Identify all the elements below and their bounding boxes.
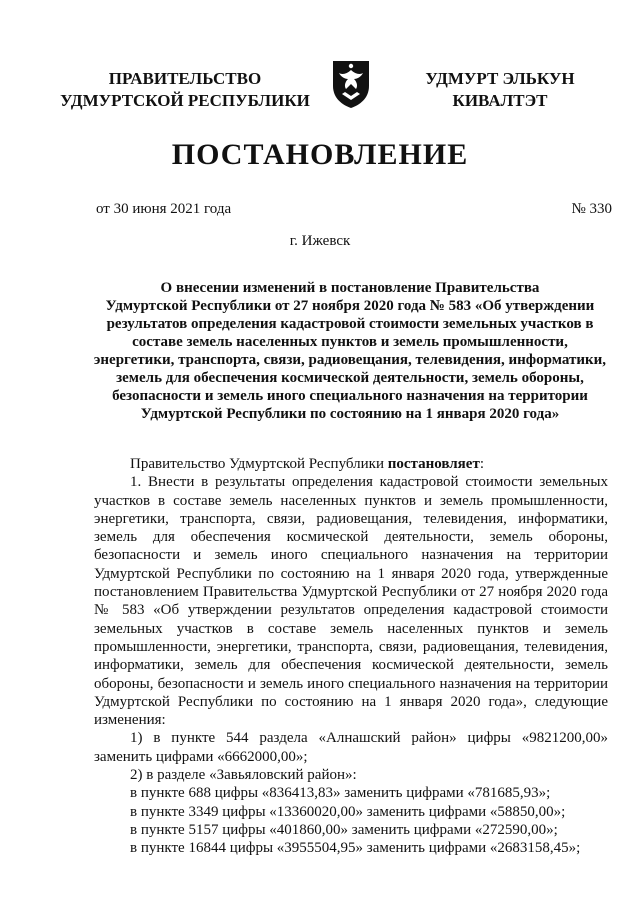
preamble-emphasis: постановляет — [387, 456, 480, 472]
subject-line: О внесении изменений в постановление Правительства — [160, 280, 540, 296]
subject-line: Удмуртской Республики по состоянию на 1 января 2020 года» — [140, 406, 560, 422]
subject-line: земель для обеспечения космической деятельности, земель обороны, — [116, 370, 584, 386]
paragraph1-line: земельных участков в составе земель населенных пунктов и земель — [94, 620, 608, 637]
paragraph1-line: Удмуртской Республики по состоянию на 1 января 2020 года», следующие — [94, 693, 608, 710]
subject-line: энергетики, транспорта, связи, радиовещания, телевидения, информатики, — [93, 352, 607, 368]
paragraph1-line: обороны, безопасности и земель иного специального назначения на территории — [94, 675, 608, 692]
subject-line: Удмуртской Республики от 27 ноября 2020 года № 583 «Об утверждении — [105, 298, 595, 314]
paragraph1-line: изменения: — [94, 712, 166, 729]
document-city: г. Ижевск — [289, 233, 351, 249]
paragraph1-line: информатики, земель для обеспечения космической деятельности, земель — [94, 657, 608, 674]
subject-line: составе земель населенных пунктов и земель промышленности, — [132, 334, 568, 350]
subject-line: результатов определения кадастровой стоимости земельных участков в — [106, 316, 594, 332]
government-header-ru — [60, 68, 310, 112]
item2-line: в пункте 5157 цифры «401860,00» заменить цифрами «272590,00»; — [130, 821, 558, 838]
paragraph1-line: постановлением Правительства Удмуртской Республики от 27 ноября 2020 года — [94, 584, 608, 601]
item2-line: в пункте 16844 цифры «3955504,95» заменить цифрами «2683158,45»; — [130, 840, 581, 857]
document-number: № 330 — [571, 201, 612, 217]
paragraph1-line: участков в составе земель населенных пунктов и земель промышленности, — [94, 492, 608, 509]
paragraph1-line: земель для обеспечения космической деятельности, земель обороны, — [94, 529, 608, 546]
header-left-line1: ПРАВИТЕЛЬСТВО — [108, 69, 262, 88]
document-body — [94, 455, 608, 858]
paragraph1-line: энергетики, транспорта, связи, радиовещания, телевидения, информатики, — [94, 510, 608, 527]
paragraph1-line: № 583 «Об утверждении результатов определения кадастровой стоимости — [94, 602, 608, 619]
document-title: ПОСТАНОВЛЕНИЕ — [171, 138, 469, 171]
udmurt-coat-of-arms-icon — [330, 58, 372, 110]
preamble: Правительство Удмуртской Республики постановляет: — [130, 456, 484, 472]
item2-heading: 2) в разделе «Завьяловский район»: — [130, 767, 357, 784]
header-right-line1: УДМУРТ ЭЛЬКУН — [425, 69, 575, 88]
paragraph1-line: Удмуртской Республики по состоянию на 1 января 2020 года, утвержденные — [94, 565, 608, 582]
preamble-text: Правительство Удмуртской Республики — [130, 456, 388, 472]
header-right-line2: КИВАЛТЭТ — [452, 91, 548, 110]
document-subject — [80, 279, 620, 423]
government-header-udm — [400, 68, 600, 112]
item1-line: 1) в пункте 544 раздела «Алнашский район» цифры «9821200,00» — [130, 730, 608, 747]
document-date: от 30 июня 2021 года — [96, 201, 232, 217]
header-left-line2: УДМУРТСКОЙ РЕСПУБЛИКИ — [60, 91, 310, 110]
subject-line: безопасности и земель иного специального назначения на территории — [112, 388, 588, 404]
item2-line: в пункте 3349 цифры «13360020,00» заменить цифрами «58850,00»; — [130, 803, 566, 820]
item2-line: в пункте 688 цифры «836413,83» заменить цифрами «781685,93»; — [130, 785, 551, 802]
paragraph1-line: 1. Внести в результаты определения кадастровой стоимости земельных — [130, 474, 608, 491]
item1-line: заменить цифрами «6662000,00»; — [94, 748, 308, 765]
paragraph1-line: безопасности и земель иного специального назначения на территории — [94, 547, 608, 564]
paragraph1-line: промышленности, энергетики, транспорта, связи, радиовещания, телевидения, — [94, 638, 608, 655]
